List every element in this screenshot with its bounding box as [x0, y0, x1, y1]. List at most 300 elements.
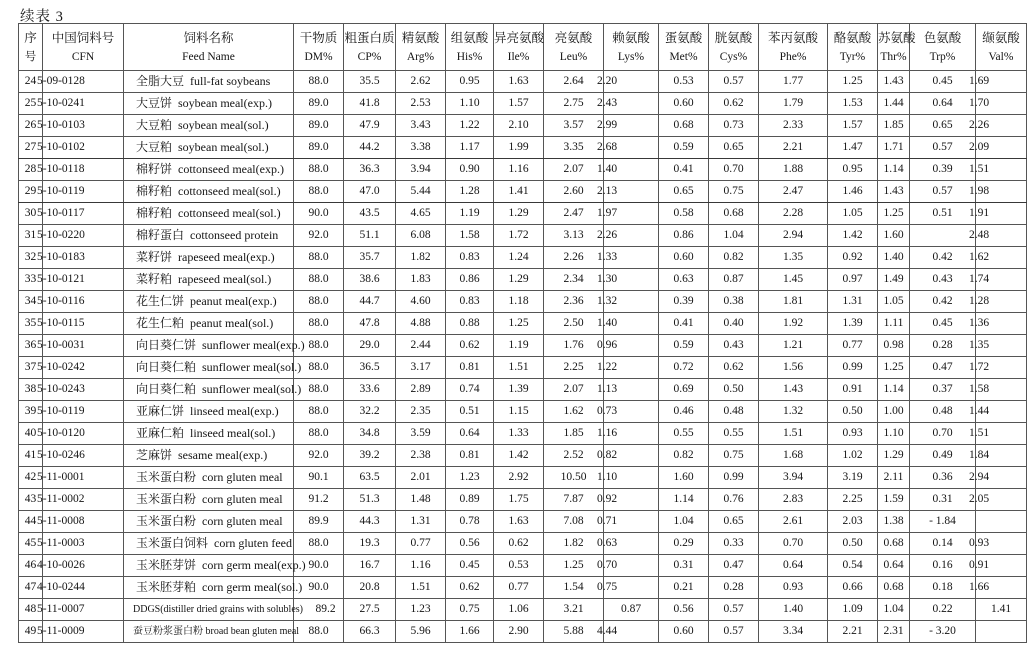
- cell-his: 0.81: [446, 445, 494, 467]
- cell-tyr: 0.93: [828, 423, 878, 445]
- cell-dm: 88.0: [294, 291, 344, 313]
- cell-met: 0.59: [659, 335, 709, 357]
- table-row: [19, 621, 1027, 643]
- cell-cfn: 5-10-0119: [43, 401, 124, 423]
- cell-cp: 63.5: [344, 467, 396, 489]
- cell-met: 0.46: [659, 401, 709, 423]
- cell-trp: 0.42: [910, 247, 976, 269]
- cell-leu: 2.25: [544, 357, 604, 379]
- cell-phe: 2.21: [759, 137, 828, 159]
- cell-lys: 2.68: [604, 137, 659, 159]
- cell-phe: 1.79: [759, 93, 828, 115]
- cell-phe: 1.81: [759, 291, 828, 313]
- cell-his: 1.58: [446, 225, 494, 247]
- cell-leu: 3.57: [544, 115, 604, 137]
- cell-cfn: 5-10-0243: [43, 379, 124, 401]
- cell-dm: 88.0: [294, 533, 344, 555]
- cell-cfn: 5-10-0103: [43, 115, 124, 137]
- cell-thr: 1.38: [878, 511, 910, 533]
- cell-val: 1.51: [976, 159, 1027, 181]
- cell-cp: 51.1: [344, 225, 396, 247]
- cell-feed-name: 菜籽粕 rapeseed meal(sol.): [124, 269, 294, 291]
- cell-trp: 0.45: [910, 71, 976, 93]
- cell-tyr: 2.21: [828, 621, 878, 643]
- cell-his: 0.90: [446, 159, 494, 181]
- cell-trp: 0.18: [910, 577, 976, 599]
- table-row: [19, 159, 1027, 181]
- cell-thr: 1.85: [878, 115, 910, 137]
- table-row: [19, 203, 1027, 225]
- cell-cys: 0.28: [709, 577, 759, 599]
- cell-leu: 1.25: [544, 555, 604, 577]
- cell-met: 0.39: [659, 291, 709, 313]
- cell-arg: 1.82: [396, 247, 446, 269]
- table-row: [19, 313, 1027, 335]
- cell-cfn: 5-09-0128: [43, 71, 124, 93]
- cell-feed-name: 向日葵仁饼 sunflower meal(exp.): [124, 335, 294, 357]
- cell-his: 0.88: [446, 313, 494, 335]
- cell-arg: 3.43: [396, 115, 446, 137]
- cell-phe: 1.32: [759, 401, 828, 423]
- cell-dm: 90.0: [294, 203, 344, 225]
- cell-ile: 1.57: [494, 93, 544, 115]
- cell-ile: 1.16: [494, 159, 544, 181]
- cell-phe: 1.35: [759, 247, 828, 269]
- cell-met: 0.86: [659, 225, 709, 247]
- cell-cys: 0.43: [709, 335, 759, 357]
- cell-feed-name: 菜籽饼 rapeseed meal(exp.): [124, 247, 294, 269]
- cell-cp: 44.3: [344, 511, 396, 533]
- cell-val: 1.91: [976, 203, 1027, 225]
- cell-row-number: 25: [19, 93, 43, 115]
- cell-his: 0.95: [446, 71, 494, 93]
- cell-val: 2.09: [976, 137, 1027, 159]
- cell-trp: 0.49: [910, 445, 976, 467]
- cell-met: 0.82: [659, 445, 709, 467]
- cell-feed-name: 玉米蛋白粉 corn gluten meal: [124, 467, 294, 489]
- cell-leu: 2.75: [544, 93, 604, 115]
- cell-row-number: 41: [19, 445, 43, 467]
- cell-arg: 4.65: [396, 203, 446, 225]
- cell-val: 1.35: [976, 335, 1027, 357]
- cell-lys: 1.32: [604, 291, 659, 313]
- cell-thr: 1.49: [878, 269, 910, 291]
- cell-met: 0.65: [659, 181, 709, 203]
- cell-phe: 2.47: [759, 181, 828, 203]
- cell-lys: 1.13: [604, 379, 659, 401]
- cell-phe: 1.21: [759, 335, 828, 357]
- table-row: [19, 137, 1027, 159]
- cell-tyr: 0.91: [828, 379, 878, 401]
- cell-dm: 88.0: [294, 181, 344, 203]
- cell-trp: 0.65: [910, 115, 976, 137]
- cell-lys: 1.16: [604, 423, 659, 445]
- cell-cp: 47.8: [344, 313, 396, 335]
- cell-met: 0.59: [659, 137, 709, 159]
- cell-cfn: 5-11-0002: [43, 489, 124, 511]
- cell-tyr: 2.25: [828, 489, 878, 511]
- table-row: [19, 423, 1027, 445]
- cell-row-number: 34: [19, 291, 43, 313]
- cell-row-number: 49: [19, 621, 43, 643]
- cell-met: 0.41: [659, 313, 709, 335]
- cell-ile: 1.18: [494, 291, 544, 313]
- cell-trp: 0.14: [910, 533, 976, 555]
- table-row: [19, 115, 1027, 137]
- cell-val: 0.91: [976, 555, 1027, 577]
- table-row: [19, 225, 1027, 247]
- cell-row-number: 46: [19, 555, 43, 577]
- cell-feed-name: 玉米胚芽粕 corn germ meal(sol.): [124, 577, 294, 599]
- cell-ile: 1.25: [494, 313, 544, 335]
- cell-val: 1.41: [976, 599, 1027, 621]
- cell-feed-name: 棉籽粕 cottonseed meal(sol.): [124, 181, 294, 203]
- cell-feed-name: 大豆饼 soybean meal(exp.): [124, 93, 294, 115]
- cell-leu: 7.87: [544, 489, 604, 511]
- cell-tyr: 0.92: [828, 247, 878, 269]
- cell-cys: 0.57: [709, 599, 759, 621]
- cell-cys: 0.50: [709, 379, 759, 401]
- cell-cys: 0.68: [709, 203, 759, 225]
- cell-val: 2.05: [976, 489, 1027, 511]
- cell-his: 0.89: [446, 489, 494, 511]
- cell-row-number: 29: [19, 181, 43, 203]
- cell-met: 0.68: [659, 115, 709, 137]
- cell-dm: 89.9: [294, 511, 344, 533]
- cell-tyr: 2.03: [828, 511, 878, 533]
- cell-dm: 88.0: [294, 269, 344, 291]
- column-header-cp: 粗蛋白质 CP%: [344, 24, 396, 71]
- table-row: [19, 401, 1027, 423]
- cell-val: 1.51: [976, 423, 1027, 445]
- cell-val: 1.74: [976, 269, 1027, 291]
- cell-val: 0.93: [976, 533, 1027, 555]
- cell-cys: 0.48: [709, 401, 759, 423]
- cell-phe: 2.33: [759, 115, 828, 137]
- cell-lys: 2.13: [604, 181, 659, 203]
- cell-dm: 92.0: [294, 225, 344, 247]
- column-header-tyr: 酪氨酸 Tyr%: [828, 24, 878, 71]
- cell-ile: 1.72: [494, 225, 544, 247]
- cell-phe: 1.68: [759, 445, 828, 467]
- cell-met: 0.60: [659, 93, 709, 115]
- cell-cp: 36.5: [344, 357, 396, 379]
- cell-tyr: 1.42: [828, 225, 878, 247]
- table-row: [19, 357, 1027, 379]
- cell-arg: 4.60: [396, 291, 446, 313]
- cell-row-number: 40: [19, 423, 43, 445]
- cell-arg: 2.62: [396, 71, 446, 93]
- column-header-cys: 胱氨酸 Cys%: [709, 24, 759, 71]
- cell-feed-name: 棉籽饼 cottonseed meal(exp.): [124, 159, 294, 181]
- cell-trp: 0.37: [910, 379, 976, 401]
- cell-dm: 88.0: [294, 423, 344, 445]
- cell-row-number: 45: [19, 533, 43, 555]
- cell-phe: 1.43: [759, 379, 828, 401]
- cell-ile: 1.29: [494, 269, 544, 291]
- cell-phe: 3.34: [759, 621, 828, 643]
- cell-row-number: 24: [19, 71, 43, 93]
- column-header-thr: 苏氨酸 Thr%: [878, 24, 910, 71]
- cell-leu: 2.47: [544, 203, 604, 225]
- cell-trp: 0.70: [910, 423, 976, 445]
- cell-val: 1.28: [976, 291, 1027, 313]
- cell-feed-name: 棉籽蛋白 cottonseed protein: [124, 225, 294, 247]
- cell-tyr: 1.57: [828, 115, 878, 137]
- cell-row-number: 42: [19, 467, 43, 489]
- cell-ile: 1.63: [494, 511, 544, 533]
- cell-cp: 47.0: [344, 181, 396, 203]
- cell-trp: 0.36: [910, 467, 976, 489]
- cell-ile: 1.51: [494, 357, 544, 379]
- cell-cys: 0.70: [709, 159, 759, 181]
- cell-phe: 0.64: [759, 555, 828, 577]
- cell-lys: 0.82: [604, 445, 659, 467]
- cell-phe: 1.51: [759, 423, 828, 445]
- cell-dm: 88.0: [294, 313, 344, 335]
- cell-phe: 1.56: [759, 357, 828, 379]
- cell-lys: 1.33: [604, 247, 659, 269]
- cell-cp: 39.2: [344, 445, 396, 467]
- table-row: [19, 577, 1027, 599]
- cell-cp: 51.3: [344, 489, 396, 511]
- cell-his: 0.45: [446, 555, 494, 577]
- cell-phe: 0.93: [759, 577, 828, 599]
- cell-tyr: 1.46: [828, 181, 878, 203]
- cell-tyr: 0.97: [828, 269, 878, 291]
- cell-val: 1.62: [976, 247, 1027, 269]
- cell-cys: 0.62: [709, 93, 759, 115]
- table-row: [19, 599, 1027, 621]
- cell-his: 1.19: [446, 203, 494, 225]
- cell-thr: 2.31: [878, 621, 910, 643]
- cell-dm: 90.0: [294, 577, 344, 599]
- cell-thr: 1.25: [878, 357, 910, 379]
- cell-arg: 0.77: [396, 533, 446, 555]
- cell-phe: 1.45: [759, 269, 828, 291]
- cell-thr: 1.40: [878, 247, 910, 269]
- cell-cp: 20.8: [344, 577, 396, 599]
- cell-thr: 1.11: [878, 313, 910, 335]
- cell-row-number: 26: [19, 115, 43, 137]
- cell-cfn: 5-11-0008: [43, 511, 124, 533]
- cell-val: 1.66: [976, 577, 1027, 599]
- cell-arg: 6.08: [396, 225, 446, 247]
- cell-leu: 10.50: [544, 467, 604, 489]
- cell-tyr: 1.25: [828, 71, 878, 93]
- cell-cfn: 5-10-0121: [43, 269, 124, 291]
- cell-val: 1.58: [976, 379, 1027, 401]
- cell-trp: 0.45: [910, 313, 976, 335]
- cell-thr: 0.98: [878, 335, 910, 357]
- cell-met: 0.31: [659, 555, 709, 577]
- cell-cys: 0.73: [709, 115, 759, 137]
- cell-cfn: 5-10-0118: [43, 159, 124, 181]
- cell-lys: 2.20: [604, 71, 659, 93]
- cell-leu: 1.85: [544, 423, 604, 445]
- cell-cp: 35.5: [344, 71, 396, 93]
- table-row: [19, 335, 1027, 357]
- cell-ile: 1.15: [494, 401, 544, 423]
- cell-cys: 0.82: [709, 247, 759, 269]
- cell-ile: 2.10: [494, 115, 544, 137]
- table-row: [19, 269, 1027, 291]
- cell-phe: 1.92: [759, 313, 828, 335]
- cell-tyr: 1.39: [828, 313, 878, 335]
- cell-lys: 1.10: [604, 467, 659, 489]
- cell-dm: 88.0: [294, 159, 344, 181]
- cell-cys: 0.57: [709, 71, 759, 93]
- cell-lys: 0.96: [604, 335, 659, 357]
- cell-thr: 1.71: [878, 137, 910, 159]
- cell-feed-name: 亚麻仁饼 linseed meal(exp.): [124, 401, 294, 423]
- cell-val: 1.70: [976, 93, 1027, 115]
- cell-met: 0.63: [659, 269, 709, 291]
- cell-his: 1.28: [446, 181, 494, 203]
- cell-cfn: 5-10-0183: [43, 247, 124, 269]
- cell-row-number: 31: [19, 225, 43, 247]
- cell-met: 0.29: [659, 533, 709, 555]
- cell-cfn: 5-10-0119: [43, 181, 124, 203]
- cell-trp: - 3.20: [910, 621, 976, 643]
- cell-his: 0.62: [446, 335, 494, 357]
- cell-met: 0.60: [659, 621, 709, 643]
- cell-thr: 1.10: [878, 423, 910, 445]
- cell-cfn: 5-10-0246: [43, 445, 124, 467]
- cell-lys: 0.75: [604, 577, 659, 599]
- cell-arg: 2.35: [396, 401, 446, 423]
- cell-arg: 3.38: [396, 137, 446, 159]
- cell-cfn: 5-10-0102: [43, 137, 124, 159]
- cell-cys: 1.04: [709, 225, 759, 247]
- cell-his: 0.83: [446, 291, 494, 313]
- cell-phe: 2.83: [759, 489, 828, 511]
- cell-dm: 88.0: [294, 379, 344, 401]
- cell-met: 0.60: [659, 247, 709, 269]
- cell-feed-name: 棉籽粕 cottonseed meal(sol.): [124, 203, 294, 225]
- cell-leu: 3.35: [544, 137, 604, 159]
- table-row: [19, 467, 1027, 489]
- cell-cp: 66.3: [344, 621, 396, 643]
- cell-thr: 1.43: [878, 181, 910, 203]
- cell-cfn: 5-10-0241: [43, 93, 124, 115]
- cell-trp: 0.48: [910, 401, 976, 423]
- cell-lys: 1.30: [604, 269, 659, 291]
- cell-trp: [910, 225, 976, 247]
- cell-thr: 1.44: [878, 93, 910, 115]
- cell-ile: 2.92: [494, 467, 544, 489]
- cell-his: 0.75: [446, 599, 494, 621]
- cell-trp: 0.47: [910, 357, 976, 379]
- cell-his: 0.51: [446, 401, 494, 423]
- cell-leu: 1.76: [544, 335, 604, 357]
- cell-cys: 0.40: [709, 313, 759, 335]
- cell-trp: 0.31: [910, 489, 976, 511]
- cell-ile: 1.24: [494, 247, 544, 269]
- cell-his: 1.23: [446, 467, 494, 489]
- cell-val: 2.48: [976, 225, 1027, 247]
- cell-his: 0.56: [446, 533, 494, 555]
- cell-lys: 2.26: [604, 225, 659, 247]
- cell-his: 0.62: [446, 577, 494, 599]
- column-header-leu: 亮氨酸 Leu%: [544, 24, 604, 71]
- cell-cys: 0.57: [709, 621, 759, 643]
- cell-cfn: 5-10-0220: [43, 225, 124, 247]
- cell-cp: 16.7: [344, 555, 396, 577]
- cell-leu: 2.36: [544, 291, 604, 313]
- table-header: [19, 24, 1027, 71]
- cell-ile: 1.39: [494, 379, 544, 401]
- cell-tyr: 1.53: [828, 93, 878, 115]
- cell-cp: 33.6: [344, 379, 396, 401]
- cell-val: 1.36: [976, 313, 1027, 335]
- cell-thr: 1.60: [878, 225, 910, 247]
- cell-cp: 44.7: [344, 291, 396, 313]
- cell-thr: 0.64: [878, 555, 910, 577]
- cell-arg: 2.89: [396, 379, 446, 401]
- cell-arg: 5.96: [396, 621, 446, 643]
- cell-dm: 89.2: [294, 599, 344, 621]
- table-row: [19, 445, 1027, 467]
- cell-val: 1.98: [976, 181, 1027, 203]
- cell-phe: 2.94: [759, 225, 828, 247]
- cell-arg: 3.94: [396, 159, 446, 181]
- cell-his: 0.86: [446, 269, 494, 291]
- cell-dm: 89.0: [294, 93, 344, 115]
- cell-cys: 0.75: [709, 445, 759, 467]
- cell-lys: 0.73: [604, 401, 659, 423]
- column-header-val: 缬氨酸 Val%: [976, 24, 1027, 71]
- cell-cfn: 5-11-0007: [43, 599, 124, 621]
- cell-leu: 2.64: [544, 71, 604, 93]
- cell-tyr: 0.50: [828, 401, 878, 423]
- column-header-dm: 干物质 DM%: [294, 24, 344, 71]
- cell-arg: 3.17: [396, 357, 446, 379]
- cell-cfn: 5-10-0120: [43, 423, 124, 445]
- column-header-trp: 色氨酸 Trp%: [910, 24, 976, 71]
- cell-feed-name: 大豆粕 soybean meal(sol.): [124, 115, 294, 137]
- cell-val: 1.84: [976, 445, 1027, 467]
- cell-cp: 19.3: [344, 533, 396, 555]
- cell-val: 1.44: [976, 401, 1027, 423]
- cell-val: [976, 511, 1027, 533]
- cell-tyr: 0.77: [828, 335, 878, 357]
- cell-cp: 43.5: [344, 203, 396, 225]
- column-header-lys: 赖氨酸 Lys%: [604, 24, 659, 71]
- cell-arg: 4.88: [396, 313, 446, 335]
- cell-met: 1.14: [659, 489, 709, 511]
- cell-lys: 0.71: [604, 511, 659, 533]
- cell-cys: 0.55: [709, 423, 759, 445]
- cell-row-number: 43: [19, 489, 43, 511]
- cell-cfn: 5-10-0117: [43, 203, 124, 225]
- cell-cys: 0.87: [709, 269, 759, 291]
- cell-thr: 1.00: [878, 401, 910, 423]
- cell-trp: 0.43: [910, 269, 976, 291]
- cell-ile: 1.29: [494, 203, 544, 225]
- cell-dm: 88.0: [294, 621, 344, 643]
- cell-met: 0.58: [659, 203, 709, 225]
- cell-cys: 0.99: [709, 467, 759, 489]
- cell-arg: 1.83: [396, 269, 446, 291]
- cell-row-number: 33: [19, 269, 43, 291]
- cell-cp: 44.2: [344, 137, 396, 159]
- cell-dm: 89.0: [294, 137, 344, 159]
- cell-cp: 32.2: [344, 401, 396, 423]
- table-row: [19, 555, 1027, 577]
- cell-trp: 0.42: [910, 291, 976, 313]
- cell-leu: 3.13: [544, 225, 604, 247]
